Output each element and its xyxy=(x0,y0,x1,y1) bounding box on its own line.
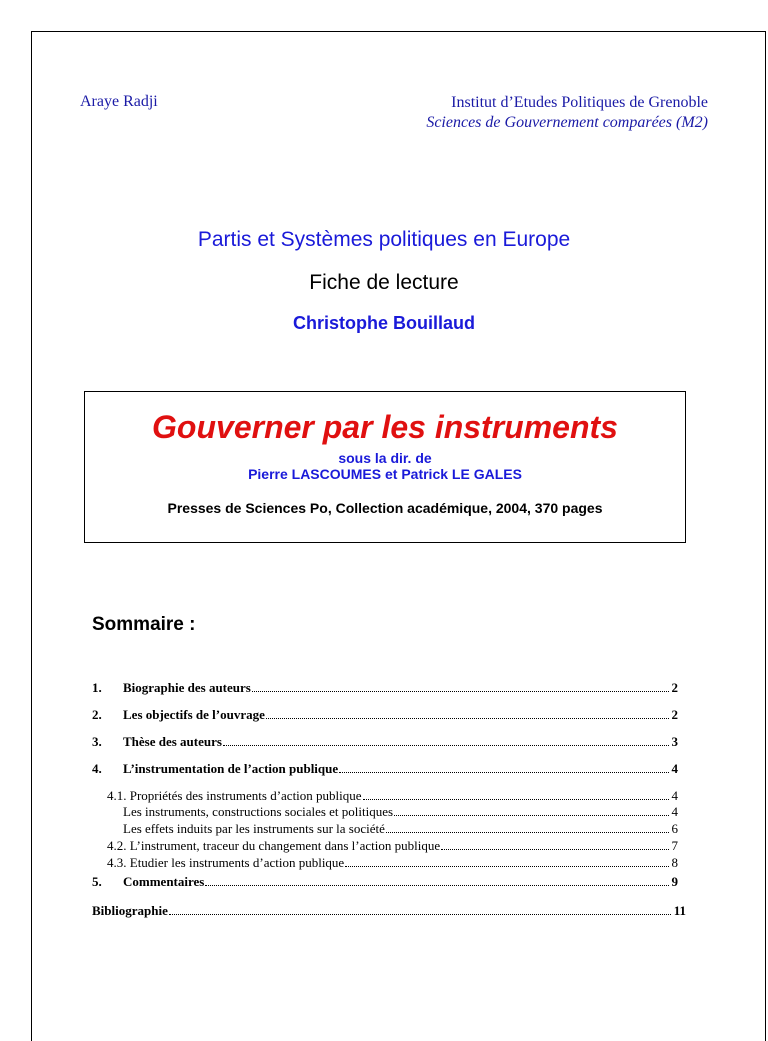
toc-page: 2 xyxy=(671,680,678,695)
toc-entry[interactable] xyxy=(92,707,678,723)
toc-entry[interactable] xyxy=(92,761,678,777)
toc-label: Thèse des auteurs xyxy=(123,734,222,749)
toc-label: Biographie des auteurs xyxy=(123,680,251,695)
toc-leader xyxy=(223,745,669,746)
toc-page: 4 xyxy=(671,804,678,819)
toc-subentry[interactable] xyxy=(107,838,678,854)
toc-label: Les instruments, constructions sociales et politiques xyxy=(123,804,394,819)
document-type: Fiche de lecture xyxy=(309,271,459,294)
toc-label: 4.2. L’instrument, traceur du changement dans l’action publique xyxy=(107,838,441,853)
toc-leader xyxy=(345,866,668,867)
toc-leader xyxy=(339,772,668,773)
toc-leader xyxy=(363,799,669,800)
toc-number: 2. xyxy=(92,707,102,722)
summary-heading: Sommaire : xyxy=(92,614,196,635)
toc-number: 4. xyxy=(92,761,102,776)
toc-leader xyxy=(205,885,668,886)
toc-page: 9 xyxy=(671,874,678,889)
toc-subentry[interactable] xyxy=(107,855,678,871)
toc-leader xyxy=(266,718,669,719)
toc-page: 11 xyxy=(673,903,686,918)
book-title: Gouverner par les instruments xyxy=(152,409,618,445)
toc-label: 4.1. Propriétés des instruments d’action publique xyxy=(107,788,362,803)
toc-entry[interactable] xyxy=(92,734,678,750)
teacher-name: Christophe Bouillaud xyxy=(293,313,475,333)
author-name: Araye Radji xyxy=(80,93,158,110)
toc-label: Les effets induits par les instruments sur la société xyxy=(123,821,385,836)
toc-entry[interactable] xyxy=(92,874,678,890)
toc-leader xyxy=(386,832,669,833)
course-title: Partis et Systèmes politiques en Europe xyxy=(197,228,571,251)
book-direction: sous la dir. de xyxy=(338,450,432,466)
toc-subentry[interactable] xyxy=(123,804,678,820)
toc-label: Bibliographie xyxy=(92,903,168,918)
toc-entry[interactable] xyxy=(92,680,678,696)
toc-page: 6 xyxy=(671,821,678,836)
toc-page: 8 xyxy=(671,855,678,870)
toc-label: Commentaires xyxy=(123,874,205,889)
toc-leader xyxy=(394,815,668,816)
toc-leader xyxy=(252,691,669,692)
institute-block xyxy=(426,93,708,133)
toc-page: 4 xyxy=(671,761,678,776)
toc-number: 5. xyxy=(92,874,102,889)
toc-page: 2 xyxy=(671,707,678,722)
toc-page: 7 xyxy=(671,838,678,853)
toc-label: Les objectifs de l’ouvrage xyxy=(123,707,265,722)
toc-number: 3. xyxy=(92,734,102,749)
program-name: Sciences de Gouvernement comparées (M2) xyxy=(426,114,708,131)
toc-entry-bibliography[interactable] xyxy=(92,903,686,919)
toc-leader xyxy=(169,914,671,915)
toc-subentry[interactable] xyxy=(107,788,678,804)
toc-page: 3 xyxy=(671,734,678,749)
toc-number: 1. xyxy=(92,680,102,695)
book-box xyxy=(84,391,686,543)
toc-leader xyxy=(441,849,668,850)
institute-name: Institut d’Etudes Politiques de Grenoble xyxy=(451,94,708,111)
toc-page: 4 xyxy=(671,788,678,803)
toc-subentry[interactable] xyxy=(123,821,678,837)
book-authors: Pierre LASCOUMES et Patrick LE GALES xyxy=(248,466,522,482)
toc-label: L’instrumentation de l’action publique xyxy=(123,761,339,776)
book-publication: Presses de Sciences Po, Collection académique, 2004, 370 pages xyxy=(167,500,603,516)
toc-label: 4.3. Etudier les instruments d’action publique xyxy=(107,855,345,870)
